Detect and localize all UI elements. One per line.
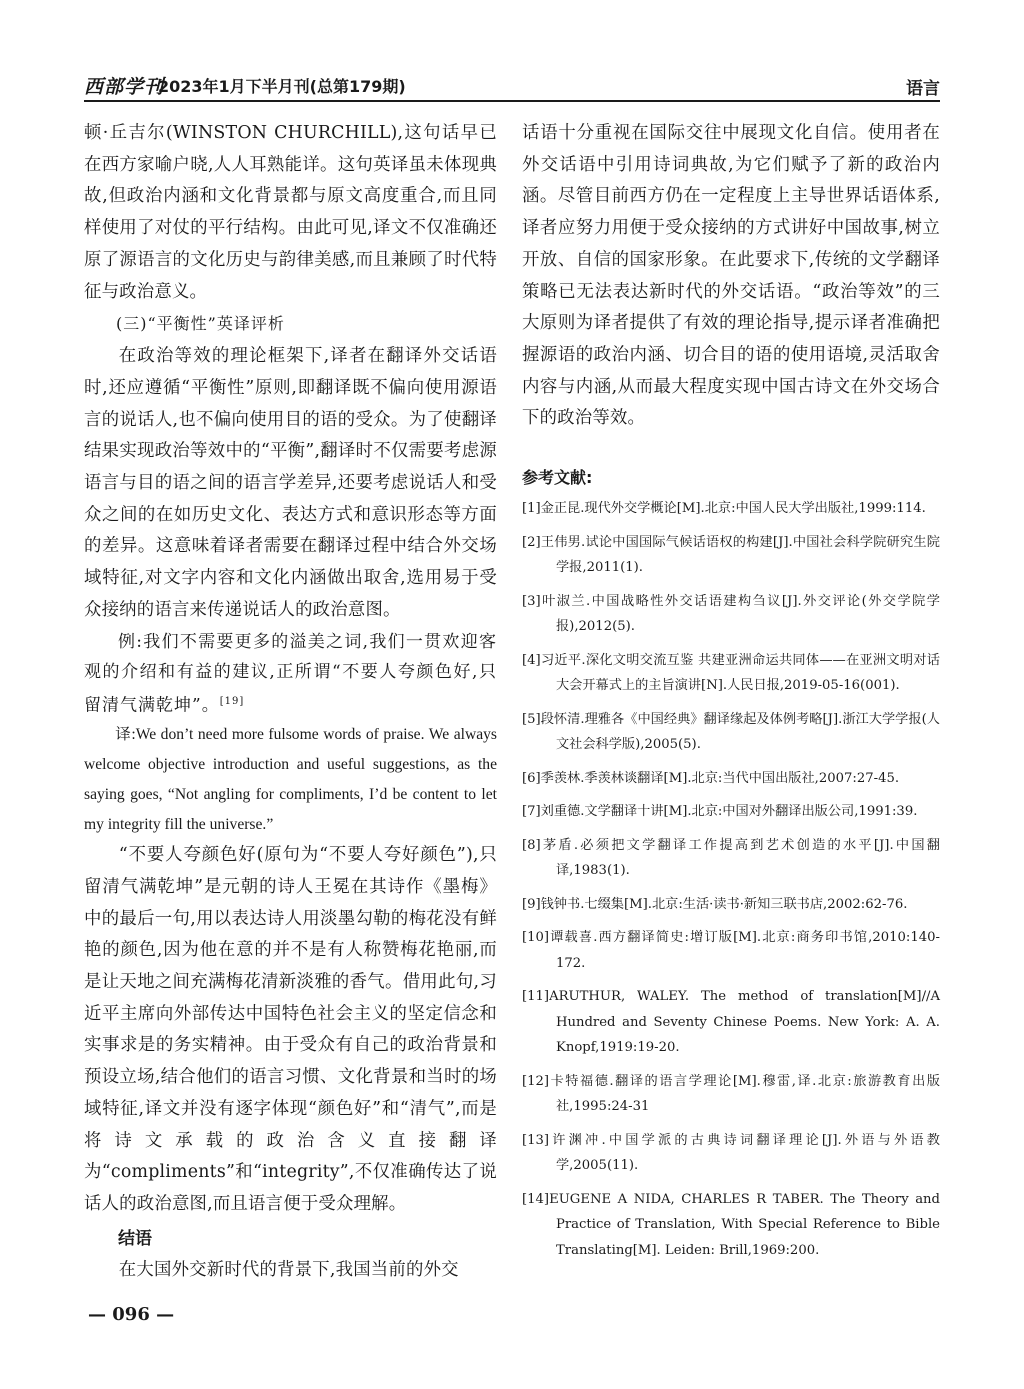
reference-item: [12]卡特福德.翻译的语言学理论[M].穆雷,译.北京:旅游教育出版社,1995:24-31 (522, 1073, 940, 1115)
body-paragraph: 在大国外交新时代的背景下,我国当前的外交 (118, 1259, 459, 1280)
right-column (522, 118, 940, 1271)
subsection-heading: (三)“平衡性”英译评析 (116, 314, 285, 334)
issue-info: 2023年1月下半月刊(总第179期) (158, 77, 406, 96)
reference-item: [4]习近平.深化文明交流互鉴 共建亚洲命运共同体——在亚洲文明对话大会开幕式上的主旨演讲[N].人民日报,2019-05-16(001). (522, 652, 940, 694)
reference-item: [10]谭载喜.西方翻译简史:增订版[M].北京:商务印书馆,2010:140-172. (522, 930, 940, 971)
body-paragraph: 话语十分重视在国际交往中展现文化自信。使用者在外交话语中引用诗词典故,为它们赋予了新的政治内涵。尽管目前西方仍在一定程度上主导世界话语体系,译者应努力用便于受众接纳的方式讲好中国故事,树立开放、自信的国家形象。在此要求下,传统的文学翻译策略已无法表达新时代的外交话语。“政治等效”的三大原则为译者提供了有效的理论指导,提示译者准确把握源语的政治内涵、切合目的语的使用语境,灵活取舍内容与内涵,从而最大程度实现中国古诗文在外交场合下的政治等效。 (522, 123, 940, 429)
reference-item: [13]许渊冲.中国学派的古典诗词翻译理论[J].外语与外语教学,2005(11). (522, 1132, 940, 1174)
running-header (84, 66, 940, 102)
references-title: 参考文献: (522, 468, 593, 488)
body-paragraph: 顿·丘吉尔(WINSTON CHURCHILL),这句话早已在西方家喻户晓,人人耳熟能详。这句英译虽未体现典故,但政治内涵和文化背景都与原文高度重合,而且同样使用了对仗的平行结构。由此可见,译文不仅准确还原了源语言的文化历史与韵律美感,而且兼顾了时代特征与政治意义。 (84, 123, 497, 302)
citation-mark: [19] (219, 695, 245, 707)
section-label: 语言 (906, 79, 940, 99)
example-sentence (84, 627, 497, 721)
reference-item: [11]ARUTHUR, WALEY. The method of translation[M]//A Hundred and Seventy Chinese Poems. New York: A. A. Knopf,1919:19-20. (522, 989, 940, 1056)
conclusion-heading: 结语 (118, 1228, 152, 1249)
reference-list (522, 496, 940, 1263)
translation-text: 译:We don’t need more fulsome words of praise. We always welcome objective introduction and useful suggestions, as the saying goes, “Not angling for compliments, I’d be content to let my integrity fill the universe.” (84, 726, 497, 834)
reference-item: [5]段怀清.理雅各《中国经典》翻译缘起及体例考略[J].浙江大学学报(人文社会科学版),2005(5). (522, 711, 940, 753)
journal-logo: 西部学刊 (84, 76, 165, 98)
reference-item: [3]叶淑兰.中国战略性外交话语建构刍议[J].外交评论(外交学院学报),2012(5). (522, 593, 940, 635)
reference-item: [6]季羡林.季羡林谈翻译[M].北京:当代中国出版社,2007:27-45. (522, 770, 900, 786)
reference-item: [7]刘重德.文学翻译十讲[M].北京:中国对外翻译出版公司,1991:39. (522, 804, 918, 820)
example-text: 例:我们不需要更多的溢美之词,我们一贯欢迎客观的介绍和有益的建议,正所谓“不要人夸颜色好,只留清气满乾坤”。 (84, 631, 497, 716)
reference-item: [8]茅盾.必须把文学翻译工作提高到艺术创造的水平[J].中国翻译,1983(1). (522, 837, 940, 879)
reference-item: [14]EUGENE A NIDA, CHARLES R TABER. The Theory and Practice of Translation, With Special Reference to Bible Translating[M]. Leiden: Brill,1969:200. (522, 1191, 940, 1258)
left-column (84, 118, 497, 1286)
reference-item: [1]金正昆.现代外交学概论[M].北京:中国人民大学出版社,1999:114. (522, 501, 926, 517)
body-paragraph: 在政治等效的理论框架下,译者在翻译外交话语时,还应遵循“平衡性”原则,即翻译既不偏向使用源语言的说话人,也不偏向使用目的语的受众。为了使翻译结果实现政治等效中的“平衡”,翻译时不仅需要考虑源语言与目的语之间的语言学差异,还要考虑说话人和受众之间的在如历史文化、表达方式和意识形态等方面的差异。这意味着译者需要在翻译过程中结合外交场域特征,对文字内容和文化内涵做出取舍,选用易于受众接纳的语言来传递说话人的政治意图。 (84, 346, 497, 620)
body-paragraph: “不要人夸颜色好(原句为“不要人夸好颜色”),只留清气满乾坤”是元朝的诗人王冕在其诗作《墨梅》中的最后一句,用以表达诗人用淡墨勾勒的梅花没有鲜艳的颜色,因为他在意的并不是有人称赞梅花艳丽,而是让天地之间充满梅花清新淡雅的香气。借用此句,习近平主席向外部传达中国特色社会主义的坚定信念和实事求是的务实精神。由于受众有自己的政治背景和预设立场,结合他们的语言习惯、文化背景和当时的场域特征,译文并没有逐字体现“颜色好”和“清气”,而是将诗文承载的政治含义直接翻译为“compliments”和“integrity”,不仅准确传达了说话人的政治意图,而且语言便于受众理解。 (84, 845, 497, 1214)
reference-item: [9]钱钟书.七缀集[M].北京:生活·读书·新知三联书店,2002:62-76. (522, 896, 908, 912)
page-number: — 096 — (88, 1304, 175, 1325)
reference-item: [2]王伟男.试论中国国际气候话语权的构建[J].中国社会科学院研究生院学报,2011(1). (522, 534, 940, 576)
